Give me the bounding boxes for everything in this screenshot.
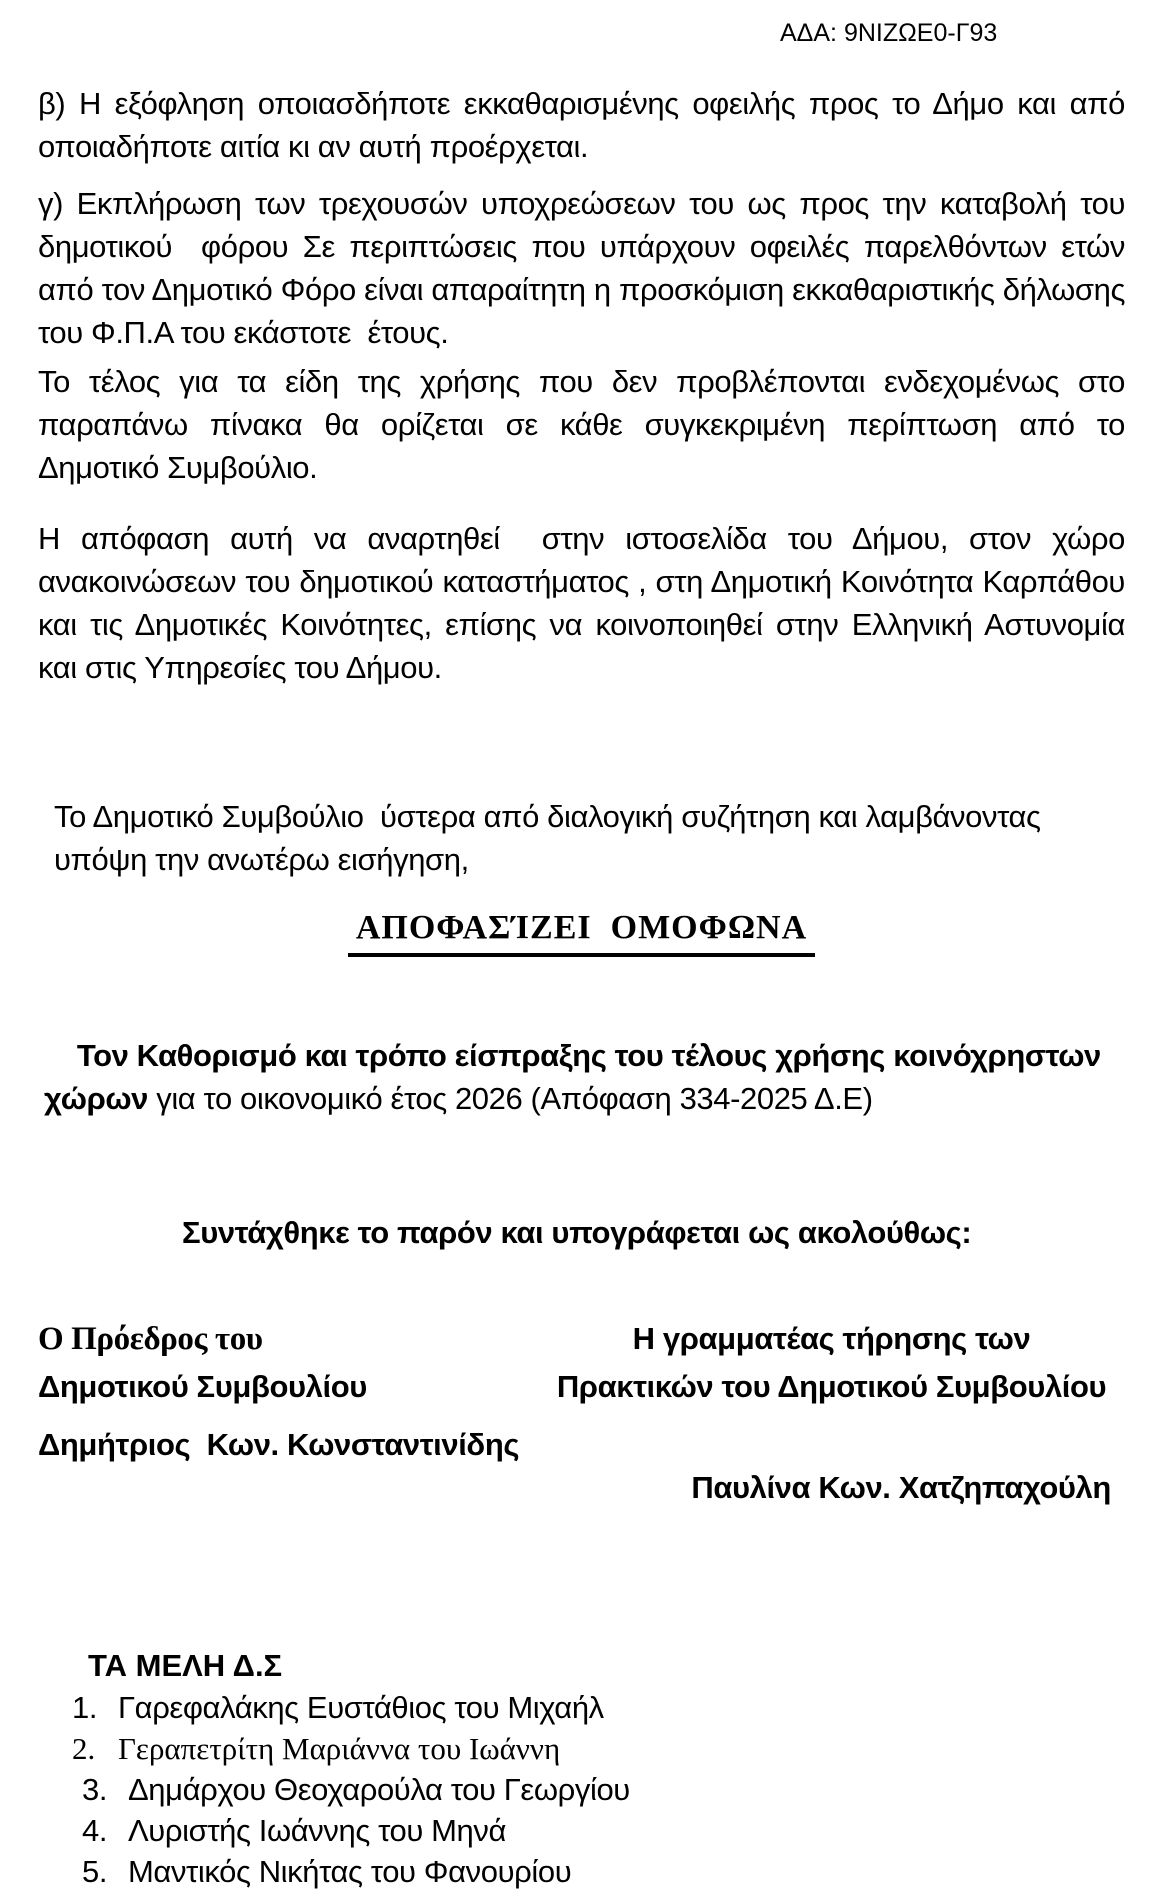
- member-number: 2.: [72, 1731, 96, 1766]
- signatory-names-row: [38, 1423, 1125, 1552]
- member-list-item: [38, 1728, 1125, 1769]
- signature-right-title-line1: Η γραμματέας τήρησης των: [632, 1321, 1031, 1356]
- paragraph-item-c: γ) Εκπλήρωση των τρεχουσών υποχρεώσεων του ως προς την καταβολή του δημοτικού φόρου Σε περιπτώσεις που υπάρχουν οφειλές παρελθόντων ετών από τον Δημοτικό Φόρο είναι απαραίτητη η προσκόμιση εκκαθαριστικής δήλωσης του Φ.Π.Α του εκάστοτε έτους.: [38, 186, 1134, 350]
- signature-right-title-line2: Πρακτικών του Δημοτικού Συμβουλίου: [556, 1369, 1107, 1404]
- decision-regular-text: για το οικονομικό έτος 2026 (Απόφαση 334-2025 Δ.Ε): [148, 1081, 873, 1116]
- paragraph-publication: Η απόφαση αυτή να αναρτηθεί στην ιστοσελίδα του Δήμου, στον χώρο ανακοινώσεων του δημοτικού καταστήματος , στη Δημοτική Κοινότητα Καρπάθου και τις Δημοτικές Κοινότητες, επίσης να κοινοποιηθεί στην Ελληνική Αστυνομία και στις Υπηρεσίες του Δήμου.: [38, 521, 1134, 685]
- paragraph-item-b: β) Η εξόφληση οποιασδήποτε εκκαθαρισμένης οφειλής προς το Δήμο και από οποιαδήποτε αιτία κι αν αυτή προέρχεται.: [38, 86, 1134, 164]
- signature-left-title-line2: Δημοτικού Συμβουλίου: [38, 1369, 367, 1404]
- signature-right-column: [538, 1315, 1125, 1411]
- council-members-section: [38, 1644, 1125, 1892]
- paragraph-decision: [38, 991, 1125, 1163]
- signatory-name-secretary: Παυλίνα Κων. Χατζηπαχούλη: [691, 1470, 1111, 1505]
- decision-heading: [38, 905, 1125, 957]
- ada-code: ΑΔΑ: 9ΝΙΖΩΕ0-Γ93: [780, 19, 998, 47]
- decision-bold-text: Τον Καθορισμό και τρόπο είσπραξης του τέλους χρήσης κοινόχρηστων χώρων: [44, 1038, 1110, 1116]
- decision-heading-text: ΑΠΟΦΑΣΊΖΕΙ ΟΜΟΦΩΝΑ: [348, 905, 815, 957]
- paragraph-council-intro: Το Δημοτικό Συμβούλιο ύστερα από διαλογική συζήτηση και λαμβάνοντας υπόψη την ανωτέρω εισήγηση,: [54, 799, 1049, 877]
- member-number: 1.: [72, 1690, 98, 1725]
- signatory-name-president: Δημήτριος Κων. Κωνσταντινίδης: [38, 1427, 520, 1462]
- members-title: ΤΑ ΜΕΛΗ Δ.Σ: [88, 1648, 283, 1683]
- member-name: Γεραπετρίτη Μαριάννα του Ιωάννη: [118, 1731, 561, 1766]
- signature-left-column: [38, 1315, 538, 1411]
- member-name: Δημάρχου Θεοχαρούλα του Γεωργίου: [128, 1772, 630, 1807]
- signature-block: [38, 1315, 1125, 1411]
- member-number: 5.: [82, 1854, 108, 1889]
- member-name: Γαρεφαλάκης Ευστάθιος του Μιχαήλ: [118, 1690, 604, 1725]
- member-list-item: [38, 1769, 1125, 1810]
- member-list-item: [38, 1851, 1125, 1892]
- member-number: 4.: [82, 1813, 108, 1848]
- member-number: 3.: [82, 1772, 108, 1807]
- compiled-line: Συντάχθηκε το παρόν και υπογράφεται ως ακολούθως:: [182, 1215, 972, 1250]
- member-list-item: [38, 1687, 1125, 1728]
- signature-left-title-line1: Ο Πρόεδρος του: [38, 1321, 263, 1357]
- member-name: Μαντικός Νικήτας του Φανουρίου: [128, 1854, 572, 1889]
- signatory-name-secretary-wrap: [538, 1423, 1125, 1552]
- paragraph-fee-rule: Το τέλος για τα είδη της χρήσης που δεν προβλέπονται ενδεχομένως στο παραπάνω πίνακα θα ορίζεται σε κάθε συγκεκριμένη περίπτωση από το Δημοτικό Συμβούλιο.: [38, 364, 1134, 485]
- member-name: Λυριστής Ιωάννης του Μηνά: [128, 1813, 506, 1848]
- member-list-item: [38, 1810, 1125, 1851]
